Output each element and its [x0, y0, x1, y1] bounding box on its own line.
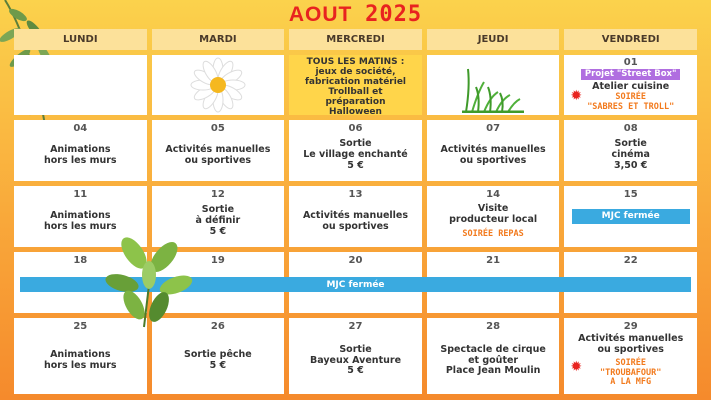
calendar-cell-13 — [289, 186, 422, 247]
cell-text: Sortie Bayeux Aventure 5 € — [309, 343, 402, 377]
day-number: 27 — [348, 321, 363, 332]
cell-text: Sortie pêche 5 € — [184, 349, 252, 371]
day-number: 04 — [73, 123, 88, 134]
calendar-cell-06 — [289, 120, 422, 181]
cell-text: Sortie cinéma 3,50 € — [611, 138, 650, 171]
cell-text: Activités manuelles ou sportives — [165, 143, 271, 166]
calendar-cell-27 — [289, 318, 422, 394]
cell-text: Animations hors les murs — [43, 349, 117, 371]
calendar-cell-29 — [564, 318, 697, 394]
day-number: 29 — [623, 321, 638, 332]
day-header-mardi: MARDI — [152, 29, 285, 50]
day-number: 07 — [486, 123, 501, 134]
daisy-flower-icon — [188, 57, 248, 113]
page-title — [0, 2, 711, 27]
day-number: 14 — [486, 189, 501, 200]
calendar-cell-empty — [14, 55, 147, 115]
closed-bar: MJC fermée — [572, 209, 690, 224]
leaf-cluster-decoration — [104, 235, 194, 330]
day-number: 21 — [486, 255, 501, 266]
day-number: 08 — [623, 123, 638, 134]
day-number: 11 — [73, 189, 88, 200]
day-header-jeudi: JEUDI — [427, 29, 560, 50]
starburst-icon: ✹ — [570, 88, 583, 104]
starburst-icon: ✹ — [570, 359, 583, 375]
cell-text: Sortie Le village enchanté 5 € — [303, 138, 408, 171]
calendar-cell-mercredi-matins — [289, 55, 422, 118]
calendar-cell-28 — [427, 318, 560, 394]
day-number: 28 — [486, 321, 501, 332]
day-number: 06 — [348, 123, 363, 134]
cell-text: Activités manuelles ou sportives — [440, 143, 546, 166]
calendar-cell-14 — [427, 186, 560, 247]
calendar-cell-07 — [427, 120, 560, 181]
cell-text: Sortie à définir 5 € — [195, 204, 241, 237]
day-number: 22 — [623, 255, 638, 266]
day-header-lundi: LUNDI — [14, 29, 147, 50]
cell-text: Animations hors les murs — [43, 209, 117, 232]
title-month: AOUT — [288, 3, 353, 26]
soiree-text: SOIRÉE "TROUBAFOUR" A LA MFG — [599, 357, 662, 388]
soiree-text: SOIRÉE REPAS — [462, 228, 524, 239]
cell-text: Spectacle de cirque et goûter Place Jean Moulin — [440, 343, 546, 377]
cell-text: Animations hors les murs — [43, 143, 117, 166]
day-number: 20 — [348, 255, 363, 266]
day-number: 25 — [73, 321, 88, 332]
day-number: 05 — [210, 123, 225, 134]
day-number: 15 — [623, 189, 638, 200]
title-year: 2025 — [365, 2, 423, 27]
grass-icon — [458, 57, 528, 113]
calendar-grid — [14, 29, 697, 398]
calendar-cell-grass — [427, 55, 560, 115]
soiree-text: SOIRÉE "SABRES ET TROLL" — [587, 92, 675, 112]
cell-text: Visite producteur local — [449, 202, 538, 225]
day-number: 26 — [210, 321, 225, 332]
day-number: 18 — [73, 255, 88, 266]
day-number: 12 — [210, 189, 225, 200]
cell-text: Activités manuelles ou sportives — [302, 209, 409, 232]
day-number: 19 — [210, 255, 225, 266]
calendar-cell-04 — [14, 120, 147, 181]
calendar-cell-15 — [564, 186, 697, 247]
calendar-cell-daisy — [152, 55, 285, 115]
day-header-vendredi: VENDREDI — [564, 29, 697, 50]
street-box-tag: Projet "Street Box" — [581, 69, 681, 81]
morning-activities-text: TOUS LES MATINS : jeux de société, fabrication matériel Trollball et préparation Halloween — [304, 57, 407, 118]
closed-week-bar: MJC fermée — [20, 277, 691, 292]
day-number: 01 — [623, 57, 638, 68]
calendar-cell-05 — [152, 120, 285, 181]
calendar-cell-01 — [564, 55, 697, 115]
cell-text: Atelier cuisine — [592, 81, 670, 93]
day-header-mercredi: MERCREDI — [289, 29, 422, 50]
day-number: 13 — [348, 189, 363, 200]
cell-text: Activités manuelles ou sportives — [578, 332, 684, 355]
calendar-cell-08 — [564, 120, 697, 181]
